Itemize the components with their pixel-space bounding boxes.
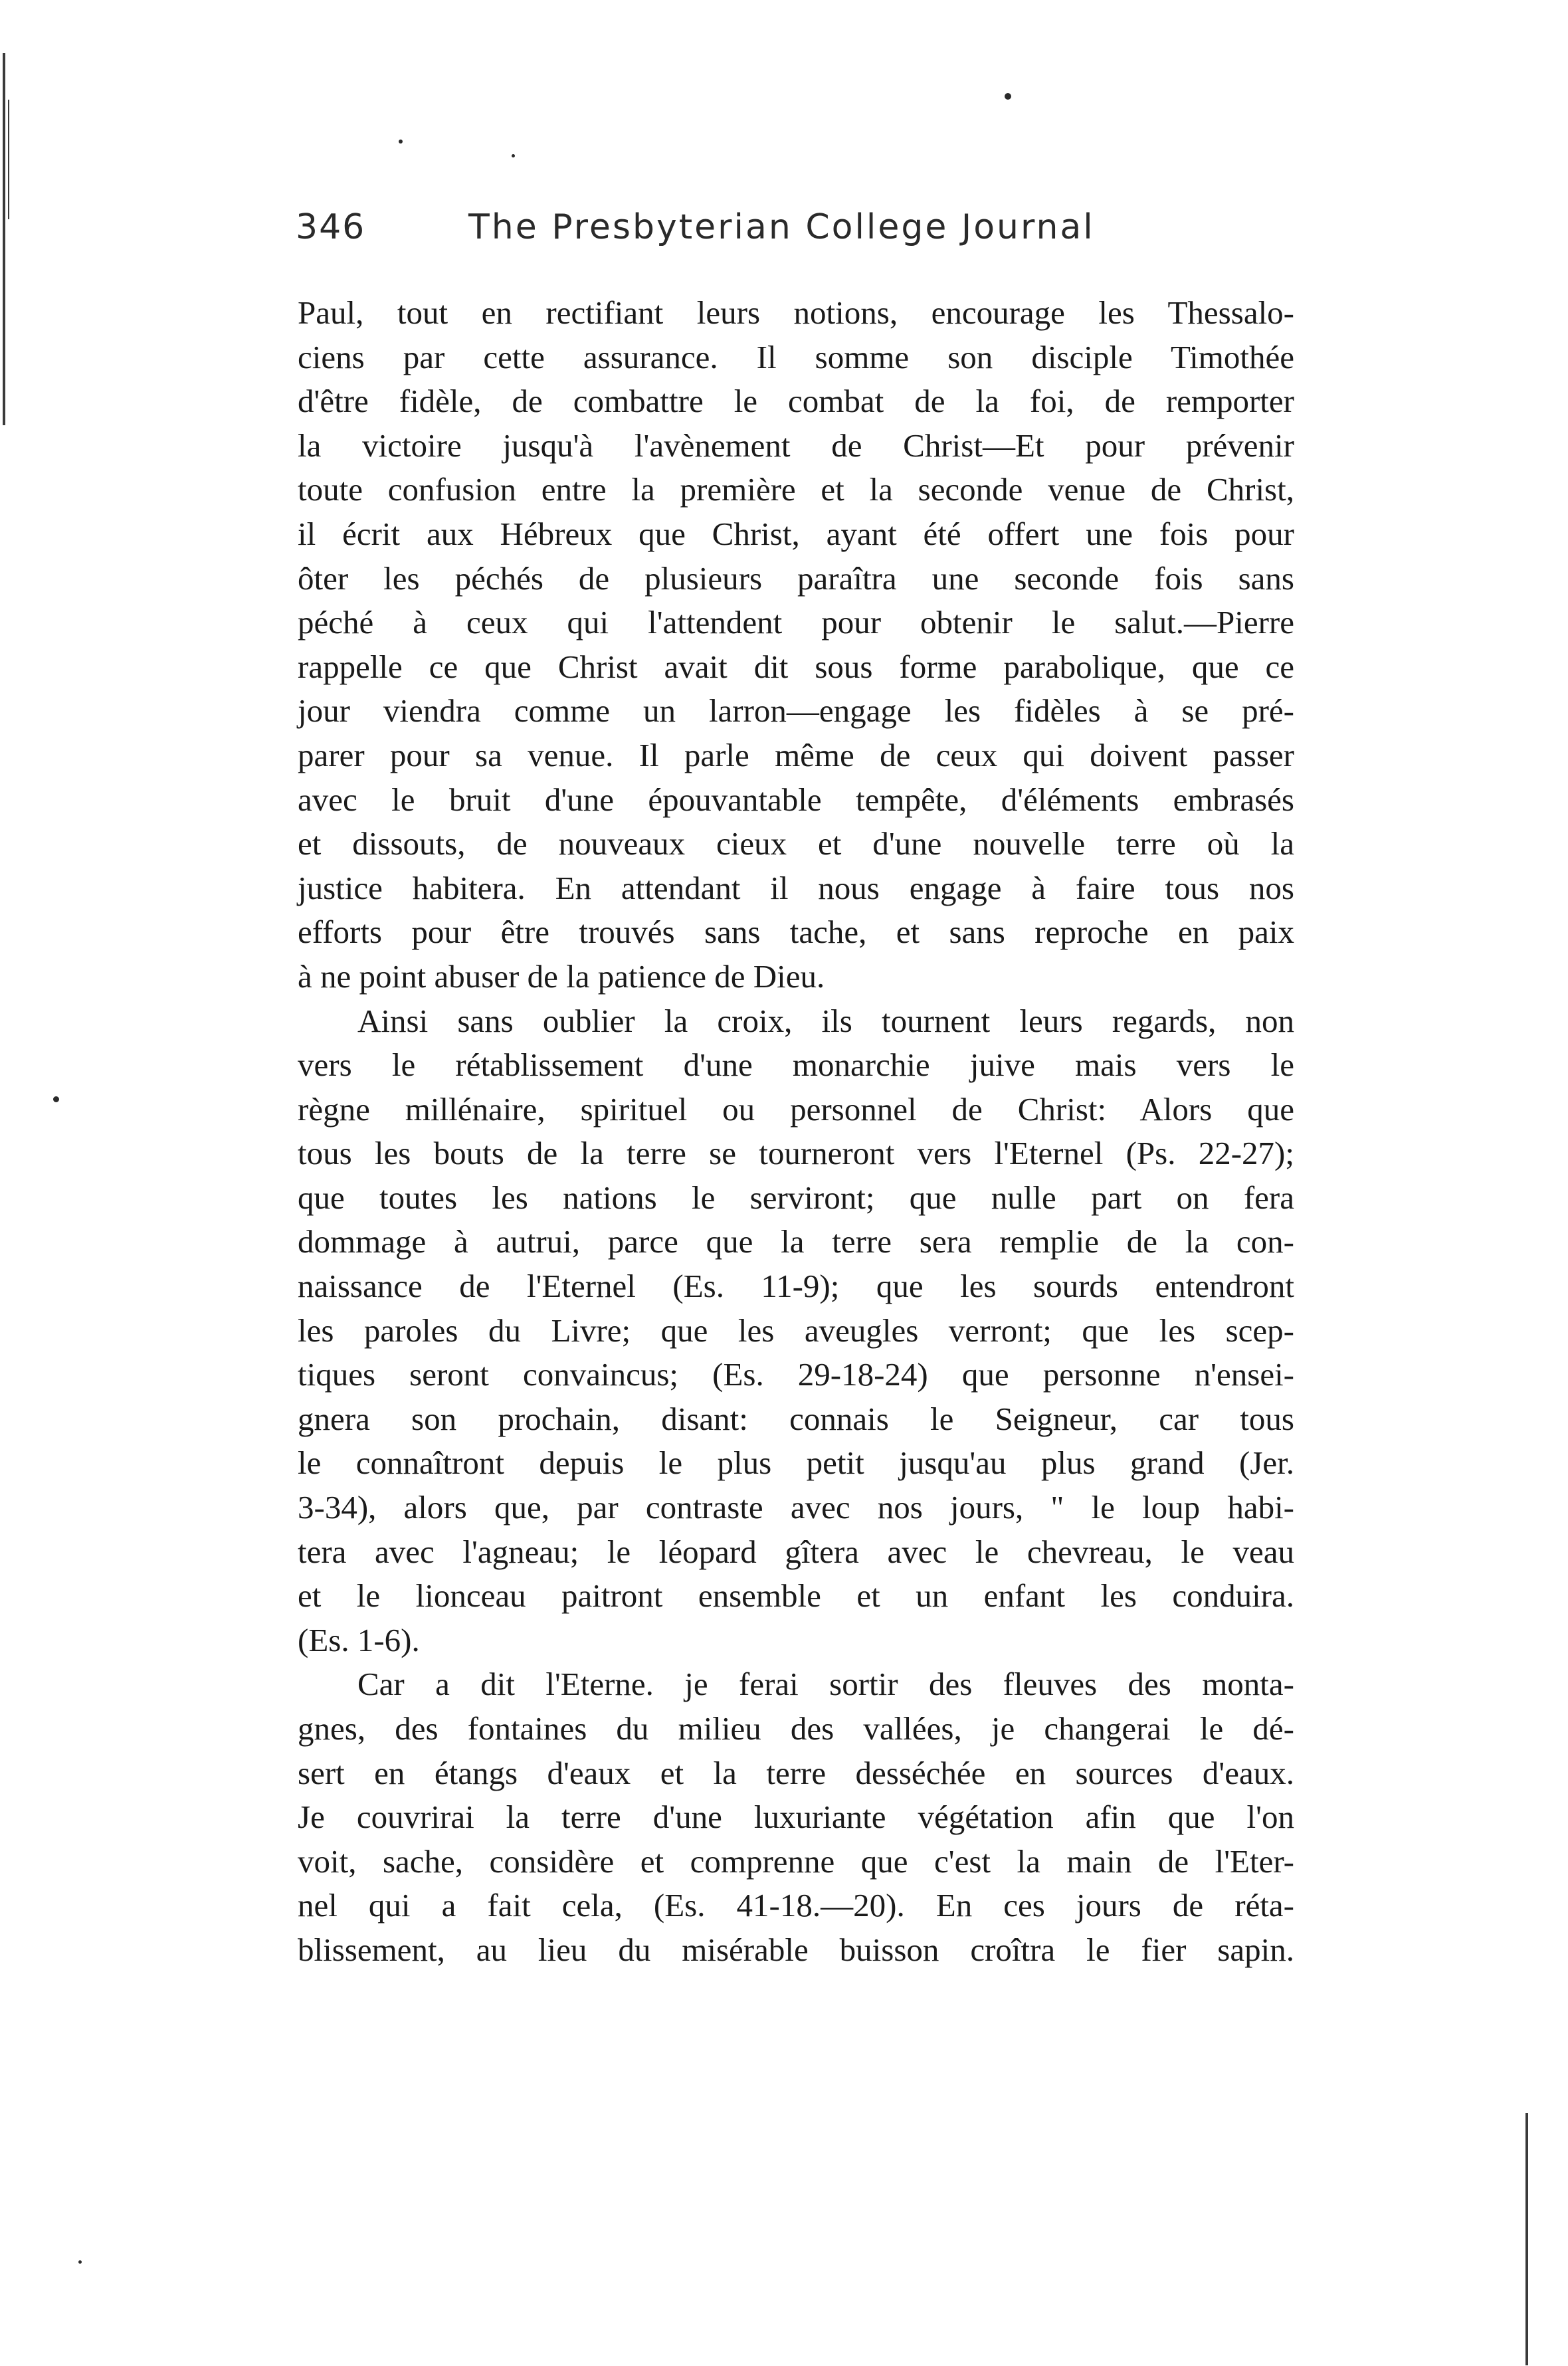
text-line: 3-34), alors que, par contraste avec nos jours, " le loup habi-	[298, 1489, 1294, 1526]
text-line: d'être fidèle, de combattre le combat de la foi, de remporter	[298, 383, 1294, 420]
text-line: blissement, au lieu du misérable buisson croîtra le fier sapin.	[298, 1931, 1294, 1968]
text-line: vers le rétablissement d'une monarchie juive mais vers le	[298, 1046, 1294, 1084]
text-line: tous les bouts de la terre se tourneront vers l'Eternel (Ps. 22-27);	[298, 1135, 1294, 1172]
text-line: jour viendra comme un larron—engage les fidèles à se pré-	[298, 692, 1294, 730]
scan-speck	[53, 1096, 59, 1102]
text-line: sert en étangs d'eaux et la terre desséchée en sources d'eaux.	[298, 1754, 1294, 1791]
text-line: les paroles du Livre; que les aveugles verront; que les scep-	[298, 1312, 1294, 1349]
text-line: Car a dit l'Eterne. je ferai sortir des fleuves des monta-	[357, 1666, 1294, 1703]
scan-speck	[78, 2260, 82, 2264]
scan-edge-mark	[8, 100, 9, 219]
text-line: gnera son prochain, disant: connais le Seigneur, car tous	[298, 1400, 1294, 1437]
text-line: le connaîtront depuis le plus petit jusqu'au plus grand (Jer.	[298, 1444, 1294, 1482]
text-line: et dissouts, de nouveaux cieux et d'une nouvelle terre où la	[298, 825, 1294, 862]
text-line: voit, sache, considère et comprenne que c'est la main de l'Eter-	[298, 1842, 1294, 1880]
text-line: avec le bruit d'une épouvantable tempête, d'éléments embrasés	[298, 781, 1294, 818]
text-line: à ne point abuser de la patience de Dieu.	[298, 957, 825, 995]
page-number: 346	[296, 207, 366, 247]
text-line: et le lionceau paitront ensemble et un enfant les conduira.	[298, 1577, 1294, 1615]
text-line: ôter les péchés de plusieurs paraîtra une seconde fois sans	[298, 559, 1294, 597]
text-line: la victoire jusqu'à l'avènement de Christ—Et pour prévenir	[298, 427, 1294, 464]
text-line: toute confusion entre la première et la seconde venue de Christ,	[298, 471, 1294, 508]
text-line: nel qui a fait cela, (Es. 41-18.—20). En ces jours de réta-	[298, 1887, 1294, 1924]
text-line: ciens par cette assurance. Il somme son disciple Timothée	[298, 338, 1294, 375]
text-line: péché à ceux qui l'attendent pour obtenir le salut.—Pierre	[298, 604, 1294, 641]
text-line: règne millénaire, spirituel ou personnel de Christ: Alors que	[298, 1090, 1294, 1128]
scan-speck	[399, 140, 403, 144]
text-line: dommage à autrui, parce que la terre sera remplie de la con-	[298, 1223, 1294, 1260]
text-line: tera avec l'agneau; le léopard gîtera avec le chevreau, le veau	[298, 1533, 1294, 1570]
text-line: il écrit aux Hébreux que Christ, ayant été offert une fois pour	[298, 515, 1294, 552]
text-line: Ainsi sans oublier la croix, ils tournent leurs regards, non	[357, 1002, 1294, 1039]
scan-edge-mark	[3, 53, 5, 425]
text-line: que toutes les nations le serviront; que nulle part on fera	[298, 1179, 1294, 1216]
scan-edge-mark	[1525, 2113, 1528, 2365]
text-line: tiques seront convaincus; (Es. 29-18-24) que personne n'ensei-	[298, 1356, 1294, 1393]
scan-speck	[512, 154, 515, 157]
text-line: Paul, tout en rectifiant leurs notions, encourage les Thessalo-	[298, 294, 1294, 331]
running-title: The Presbyterian College Journal	[468, 207, 1095, 247]
text-line: (Es. 1-6).	[298, 1621, 420, 1658]
text-line: Je couvrirai la terre d'une luxuriante végétation afin que l'on	[298, 1799, 1294, 1836]
page-header	[296, 207, 1113, 274]
text-line: gnes, des fontaines du milieu des vallées, je changerai le dé-	[298, 1710, 1294, 1747]
scan-speck	[1005, 93, 1011, 100]
text-line: parer pour sa venue. Il parle même de ceux qui doivent passer	[298, 736, 1294, 773]
body-text	[298, 291, 1294, 1973]
text-line: naissance de l'Eternel (Es. 11-9); que les sourds entendront	[298, 1268, 1294, 1305]
text-line: rappelle ce que Christ avait dit sous forme parabolique, que ce	[298, 648, 1294, 685]
text-line: efforts pour être trouvés sans tache, et sans reproche en paix	[298, 914, 1294, 951]
text-line: justice habitera. En attendant il nous engage à faire tous nos	[298, 869, 1294, 906]
